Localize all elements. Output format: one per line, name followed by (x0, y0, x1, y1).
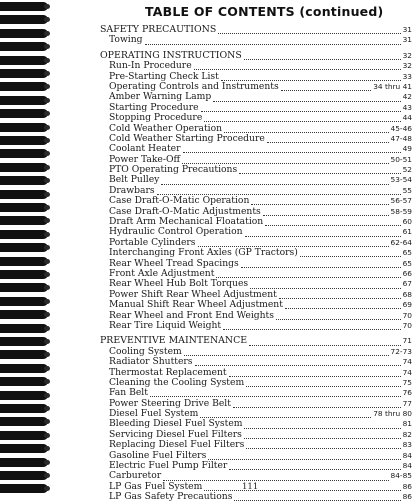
toc-entry (100, 279, 412, 289)
binding-coil (0, 391, 48, 400)
dot-leader (249, 338, 400, 346)
toc-entry (100, 259, 412, 269)
toc-entry-label: Case Draft-O-Matic Operation (109, 196, 250, 207)
dot-leader (285, 301, 401, 309)
toc-entry-page: 60 (402, 217, 412, 227)
binding-coil (0, 109, 48, 118)
binding-coil (0, 310, 48, 319)
dot-leader (195, 358, 401, 366)
toc-entry-label: SAFETY PRECAUTIONS (100, 25, 217, 35)
toc-entry-label: Rear Wheel Hub Bolt Torques (109, 279, 249, 290)
binding-coil (0, 136, 48, 145)
binding-coil (0, 484, 48, 493)
dot-leader (234, 493, 400, 501)
dot-leader (163, 473, 388, 481)
toc-entry-label: Portable Cylinders (109, 237, 196, 248)
toc-entry (100, 269, 412, 279)
binding-coil (0, 15, 48, 24)
binding-coil (0, 324, 48, 333)
toc-entry-page: 84 (402, 461, 412, 471)
binding-coil (0, 216, 48, 225)
toc-entry (100, 321, 412, 331)
toc-entry (100, 300, 412, 310)
binding-coil (0, 190, 48, 199)
toc-entry-label: Operating Controls and Instruments (109, 81, 279, 92)
toc-entry (100, 124, 412, 134)
toc-entry-label: Cleaning the Cooling System (109, 377, 245, 388)
toc-entry-label: Coolant Heater (109, 144, 181, 155)
toc-entry-page: 45-46 (390, 123, 412, 133)
binding-coil (0, 230, 48, 239)
toc-entry-label: LP Gas Safety Precautions (109, 492, 233, 503)
dot-leader (213, 94, 400, 102)
toc-entry (100, 207, 412, 217)
dot-leader (245, 229, 401, 237)
toc-entry (100, 35, 412, 45)
dot-leader (182, 156, 389, 164)
dot-leader (239, 166, 400, 174)
toc-entry-page: 56-57 (390, 196, 412, 206)
toc-entry (100, 144, 412, 154)
toc-entry-label: Run-In Procedure (109, 61, 192, 72)
toc-entry-page: 53-54 (390, 175, 412, 185)
binding-coil (0, 417, 48, 426)
binding-coil (0, 257, 48, 266)
binding-coil (0, 270, 48, 279)
dot-leader (223, 322, 400, 330)
toc-entry-label: Belt Pulley (109, 175, 160, 186)
dot-leader (279, 291, 401, 299)
toc-entry-label: Starting Procedure (109, 102, 199, 113)
dot-leader (300, 249, 401, 257)
spiral-binding (0, 0, 52, 500)
dot-leader (201, 104, 401, 112)
toc-entry-page: 75 (402, 377, 412, 387)
toc-entry-label: Pre-Starting Check List (109, 71, 219, 82)
table-of-contents (100, 25, 412, 503)
toc-entry-label: Front Axle Adjustment (109, 268, 215, 279)
dot-leader (208, 452, 400, 460)
toc-entry-page: 70 (402, 320, 412, 330)
dot-leader (161, 177, 388, 185)
toc-section-heading (100, 336, 412, 346)
toc-entry (100, 165, 412, 175)
dot-leader (276, 312, 401, 320)
binding-coil (0, 82, 48, 91)
toc-entry-page: 47-48 (390, 133, 412, 143)
dot-leader (204, 114, 400, 122)
toc-entry-page: 82 (402, 429, 412, 439)
toc-entry-page: 69 (402, 300, 412, 310)
dot-leader (150, 389, 401, 397)
dot-leader (265, 218, 400, 226)
toc-entry-page: 84 (402, 450, 412, 460)
dot-leader (263, 208, 389, 216)
binding-coil (0, 123, 48, 132)
toc-entry (100, 471, 412, 481)
dot-leader (251, 197, 388, 205)
toc-entry-label: Hydraulic Control Operation (109, 227, 243, 238)
toc-entry (100, 399, 412, 409)
toc-entry-page: 34 thru 41 (373, 81, 412, 91)
toc-entry-label: Manual Shift Rear Wheel Adjustment (109, 300, 283, 311)
binding-coil (0, 364, 48, 373)
toc-entry-page: 84-85 (390, 471, 412, 481)
toc-entry (100, 113, 412, 123)
toc-entry (100, 217, 412, 227)
dot-leader (250, 281, 401, 289)
toc-entry (100, 440, 412, 450)
toc-entry-label: Draft Arm Mechanical Floatation (109, 217, 264, 228)
dot-leader (204, 483, 400, 491)
toc-entry-page: 72-73 (390, 346, 412, 356)
binding-coil (0, 42, 48, 51)
toc-entry (100, 378, 412, 388)
binding-coil (0, 96, 48, 105)
toc-entry-page: 31 (402, 35, 412, 45)
toc-entry (100, 134, 412, 144)
toc-entry-page: 66 (402, 268, 412, 278)
toc-entry-label: Power Shift Rear Wheel Adjustment (109, 289, 277, 300)
binding-coil (0, 471, 48, 480)
toc-entry-page: 58-59 (390, 206, 412, 216)
toc-entry-page: 32 (402, 61, 412, 71)
toc-entry-page: 74 (402, 367, 412, 377)
toc-entry-page: 81 (402, 419, 412, 429)
dot-leader (246, 441, 400, 449)
toc-entry-label: Servicing Diesel Fuel Filters (109, 429, 242, 440)
binding-coil (0, 163, 48, 172)
toc-entry (100, 388, 412, 398)
dot-leader (229, 462, 400, 470)
dot-leader (244, 52, 401, 60)
toc-entry-label: Cold Weather Starting Procedure (109, 133, 265, 144)
toc-entry (100, 357, 412, 367)
toc-entry-page: 32 (402, 50, 412, 60)
dot-leader (244, 421, 400, 429)
binding-coil (0, 203, 48, 212)
toc-entry (100, 196, 412, 206)
toc-entry-label: PREVENTIVE MAINTENANCE (100, 336, 248, 347)
dot-leader (200, 410, 371, 418)
toc-entry (100, 451, 412, 461)
toc-entry (100, 103, 412, 113)
toc-entry (100, 461, 412, 471)
binding-coil (0, 69, 48, 78)
toc-entry-page: 61 (402, 227, 412, 237)
toc-entry-label: Replacing Diesel Fuel Filters (109, 440, 245, 451)
toc-entry-label: Diesel Fuel System (109, 409, 199, 420)
toc-entry-label: Radiator Shutters (109, 357, 193, 368)
toc-entry-label: Gasoline Fuel Filters (109, 450, 207, 461)
dot-leader (183, 145, 401, 153)
toc-entry-page: 33 (402, 71, 412, 81)
toc-entry (100, 409, 412, 419)
toc-entry-page: 71 (402, 336, 412, 346)
toc-entry-label: LP Gas Fuel System (109, 481, 203, 492)
toc-entry-label: Cold Weather Operation (109, 123, 223, 134)
dot-leader (157, 187, 401, 195)
toc-entry-label: Amber Warning Lamp (109, 92, 212, 103)
binding-coil (0, 350, 48, 359)
toc-entry-page: 83 (402, 440, 412, 450)
toc-entry-label: Rear Tire Liquid Weight (109, 320, 222, 331)
toc-entry-page: 49 (402, 144, 412, 154)
toc-entry (100, 347, 412, 357)
toc-entry-page: 62-64 (390, 237, 412, 247)
toc-entry-page: 42 (402, 92, 412, 102)
binding-coil (0, 297, 48, 306)
page-title: TABLE OF CONTENTS (continued) (145, 4, 384, 19)
toc-entry (100, 419, 412, 429)
toc-entry-page: 50-51 (390, 154, 412, 164)
toc-entry-page: 86 (402, 481, 412, 491)
toc-entry (100, 72, 412, 82)
toc-entry-page: 31 (402, 25, 412, 34)
dot-leader (145, 37, 401, 45)
toc-entry-page: 43 (402, 102, 412, 112)
toc-entry (100, 227, 412, 237)
binding-coil (0, 149, 48, 158)
toc-section-heading (100, 51, 412, 61)
toc-entry-page: 68 (402, 289, 412, 299)
page-number: 111 (242, 482, 259, 492)
toc-entry-page: 65 (402, 258, 412, 268)
toc-entry-label: Power Take-Off (109, 154, 181, 165)
dot-leader (281, 83, 372, 91)
toc-entry-page: 52 (402, 165, 412, 175)
dot-leader (184, 348, 389, 356)
dot-leader (244, 431, 401, 439)
binding-coil (0, 283, 48, 292)
dot-leader (233, 400, 401, 408)
binding-coil (0, 337, 48, 346)
binding-coil (0, 2, 48, 11)
toc-entry-label: PTO Operating Precautions (109, 165, 238, 176)
toc-entry-label: Power Steering Drive Belt (109, 398, 231, 409)
binding-coil (0, 431, 48, 440)
toc-entry-page: 44 (402, 113, 412, 123)
dot-leader (229, 369, 401, 377)
toc-entry-label: Bleeding Diesel Fuel System (109, 419, 243, 430)
toc-entry-page: 76 (402, 388, 412, 398)
toc-entry (100, 248, 412, 258)
dot-leader (267, 135, 389, 143)
dot-leader (216, 270, 400, 278)
toc-entry-label: Towing (109, 35, 143, 46)
toc-entry-page: 77 (402, 398, 412, 408)
dot-leader (221, 73, 401, 81)
toc-entry-label: Carburetor (109, 471, 162, 482)
toc-entry-page: 70 (402, 310, 412, 320)
toc-entry-label: Cooling System (109, 346, 182, 357)
toc-entry-page: 78 thru 80 (373, 409, 412, 419)
binding-coil (0, 404, 48, 413)
toc-entry-label: OPERATING INSTRUCTIONS (100, 50, 242, 61)
toc-entry (100, 368, 412, 378)
toc-entry (100, 175, 412, 185)
dot-leader (241, 260, 401, 268)
toc-entry-page: 55 (402, 185, 412, 195)
toc-entry (100, 311, 412, 321)
toc-entry (100, 92, 412, 102)
toc-entry-page: 74 (402, 357, 412, 367)
binding-coil (0, 176, 48, 185)
toc-entry-label: Interchanging Front Axles (GP Tractors) (109, 248, 298, 259)
binding-coil (0, 56, 48, 65)
toc-entry-label: Electric Fuel Pump Filter (109, 461, 228, 472)
binding-coil (0, 243, 48, 252)
dot-leader (194, 62, 401, 70)
dot-leader (246, 379, 400, 387)
toc-entry (100, 430, 412, 440)
toc-entry (100, 61, 412, 71)
binding-coil (0, 377, 48, 386)
toc-entry (100, 238, 412, 248)
toc-entry (100, 155, 412, 165)
toc-section-heading (100, 25, 412, 35)
toc-entry-label: Case Draft-O-Matic Adjustments (109, 206, 261, 217)
toc-entry (100, 82, 412, 92)
toc-entry-label: Rear Wheel Tread Spacings (109, 258, 239, 269)
toc-entry-page: 86 (402, 492, 412, 502)
toc-entry-page: 67 (402, 279, 412, 289)
toc-entry-label: Thermostat Replacement (109, 367, 227, 378)
binding-coil (0, 29, 48, 38)
binding-coil (0, 458, 48, 467)
toc-entry-label: Rear Wheel and Front End Weights (109, 310, 274, 321)
toc-entry-label: Fan Belt (109, 388, 148, 399)
toc-entry (100, 492, 412, 502)
toc-entry-label: Stopping Procedure (109, 113, 203, 124)
binding-coil (0, 444, 48, 453)
dot-leader (198, 239, 389, 247)
toc-entry-page: 65 (402, 248, 412, 258)
toc-entry-label: Drawbars (109, 185, 155, 196)
dot-leader (218, 26, 400, 34)
toc-entry (100, 290, 412, 300)
dot-leader (224, 125, 388, 133)
toc-entry (100, 186, 412, 196)
